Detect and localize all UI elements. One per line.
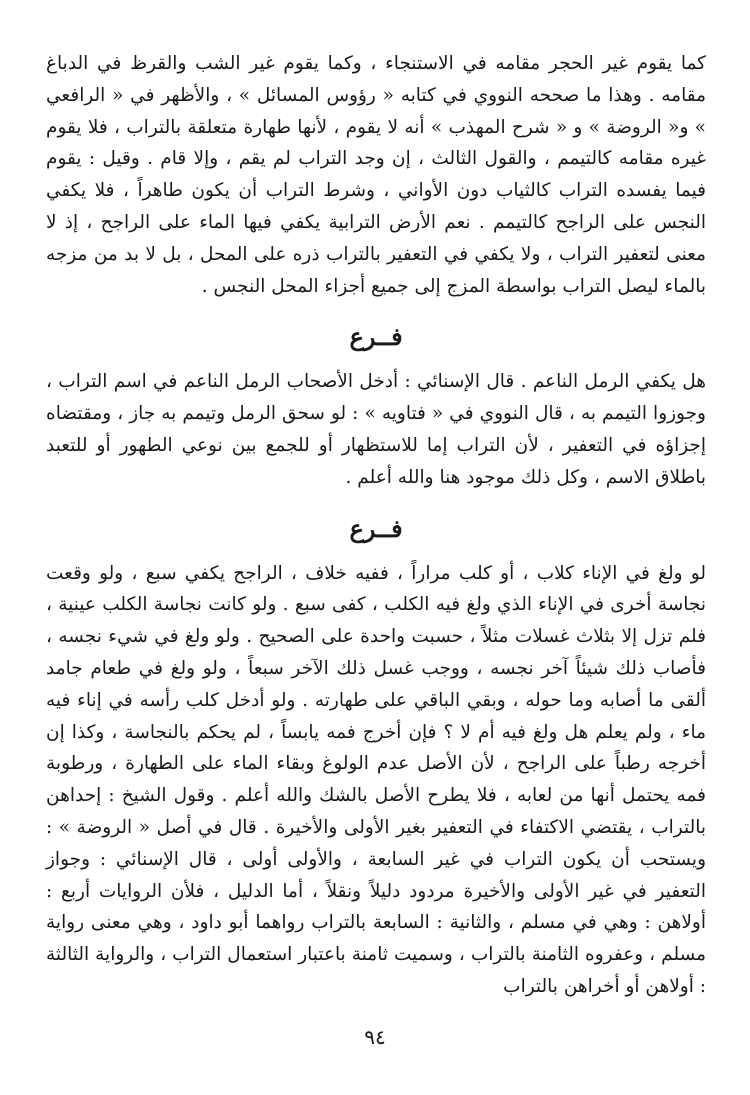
paragraph-dog-licking: لو ولغ في الإناء كلاب ، أو كلب مراراً ، ففيه خلاف ، الراجح يكفي سبع ، ولو وقعت نجاسة أخرى في الإناء الذي ولغ فيه الكلب ، كفى سبع . ولو كانت نجاسة الكلب عينية ، فلم تزل إلا بثلاث غسلات مثلاً ، حسبت واحدة على الصحيح . ولو ولغ في شيء نجسه ، فأصاب ذلك شيئاً آخر نجسه ، ووجب غسل ذلك الآخر سبعاً ، ولو ولغ في طعام جامد ألقى ما أصابه وما حوله ، وبقي الباقي على طهارته . ولو أدخل كلب رأسه في إناء فيه ماء ، ولم يعلم هل ولغ فيه أم لا ؟ فإن أخرج فمه يابساً ، لم يحكم بالنجاسة ، وكذا إن أخرجه رطباً على الراجح ، لأن الأصل عدم الولوغ وبقاء الماء على الطهارة ، ورطوبة فمه يحتمل أنها من لعابه ، فلا يطرح الأصل بالشك والله أعلم . وقول الشيخ : إحداهن بالتراب ، يقتضي الاكتفاء في التعفير بغير الأولى والأخيرة . قال في أصل « الروضة » : ويستحب أن يكون التراب في غير السابعة ، والأولى أولى ، قال الإسنائي : وجواز التعفير في غير الأولى والأخيرة مردود دليلاً ونقلاً ، أما الدليل ، فلأن الروايات أربع : أولاهن : وهي في مسلم ، والثانية : السابعة بالتراب رواهما أبو داود ، وهي معنى رواية مسلم ، وعفروه الثامنة بالتراب ، وسميت ثامنة باعتبار استعمال التراب ، والرواية الثالثة : أولاهن أو أخراهن بالتراب [46,562,706,997]
section-heading-far-2: فــرع [349,513,403,543]
section-heading-far: فــرع [349,322,403,352]
paragraph-soft-sand: هل يكفي الرمل الناعم . قال الإسنائي : أدخل الأصحاب الرمل الناعم في اسم التراب ، وجوزوا التيمم به ، قال النووي في « فتاويه » : لو سحق الرمل وتيمم به جاز ، ومقتضاه إجزاؤه في التعفير ، لأن التراب إما للاستظهار أو للجمع بين نوعي الطهور أو للتعبد باطلاق الاسم ، وكل ذلك موجود هنا والله أعلم . [46,371,706,488]
paragraph-tayammum-substitute: كما يقوم غير الحجر مقامه في الاستنجاء ، وكما يقوم غير الشب والقرظ في الدباغ مقامه . وهذا ما صححه النووي في كتابه « رؤوس المسائل » ، والأظهر في « الرافعي » و« الروضة » و « شرح المهذب » أنه لا يقوم ، لأنها طهارة متعلقة بالتراب ، فلا يقوم غيره مقامه كالتيمم ، والقول الثالث ، إن وجد التراب لم يقم ، وإلا قام . وقيل : يقوم فيما يفسده التراب كالثياب دون الأواني ، وشرط التراب أن يكون طاهراً ، فلا يكفي النجس على الراجح كالتيمم . نعم الأرض الترابية يكفي فيها الماء على الراجح ، إذ لا معنى لتعفير التراب ، ولا يكفي في التعفير بالتراب ذره على المحل ، بل لا بد من مزجه بالماء ليصل التراب بواسطة المزج إلى جميع أجزاء المحل النجس . [46,53,706,297]
page-number: ٩٤ [364,1025,386,1049]
page-body [46,48,706,1003]
